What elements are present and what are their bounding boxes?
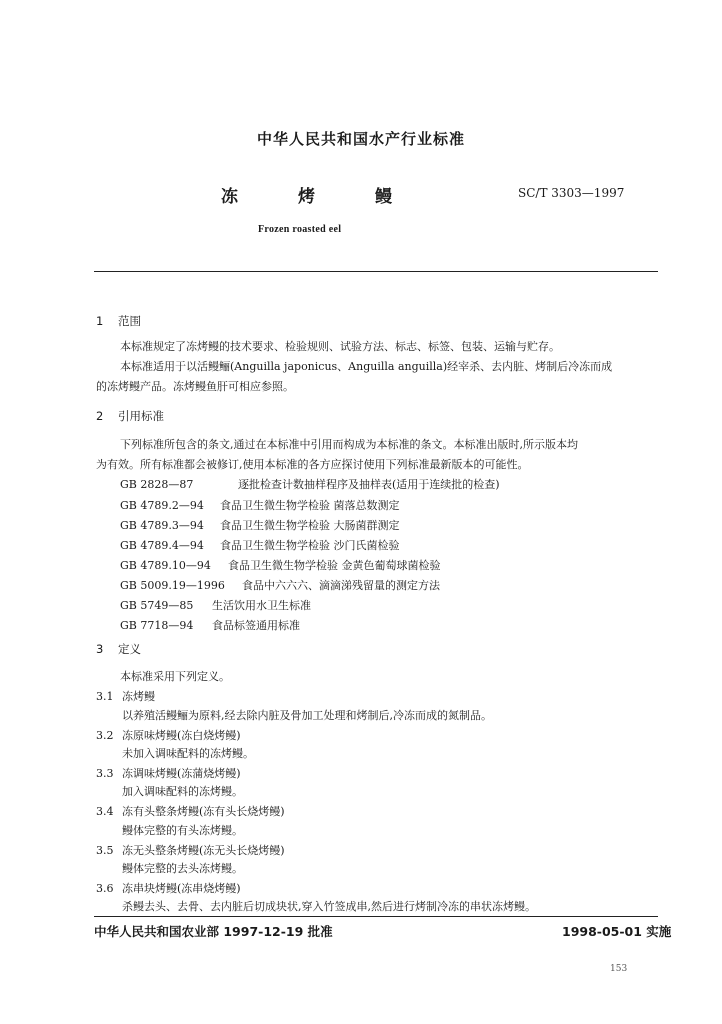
- ref-code: GB 7718—94: [120, 619, 194, 632]
- def-term: 冻有头整条烤鳗(冻有头长烧烤鳗): [122, 805, 285, 818]
- def-description: 杀鳗去头、去骨、去内脏后切成块状,穿入竹签成串,然后进行烤制冷冻的串状冻烤鳗。: [122, 900, 536, 913]
- doc-title-char-2: 烤: [298, 187, 315, 207]
- ref-item: [120, 577, 440, 593]
- section-number: 2: [96, 409, 104, 423]
- def-term: 冻烤鳗: [122, 690, 155, 703]
- ref-code: GB 5009.19—1996: [120, 579, 225, 592]
- def-term-row: [96, 727, 241, 743]
- section-heading-scope: [96, 313, 141, 329]
- ref-item: [120, 597, 311, 613]
- def-description: 未加入调味配料的冻烤鳗。: [122, 747, 254, 760]
- scope-paragraph-1: 本标准规定了冻烤鳗的技术要求、检验规则、试验方法、标志、标签、包装、运输与贮存。: [120, 340, 560, 353]
- header-divider: [94, 271, 658, 272]
- english-title: Frozen roasted eel: [258, 224, 342, 235]
- def-number: 3.1: [96, 690, 114, 703]
- def-number: 3.4: [96, 805, 114, 818]
- def-number: 3.3: [96, 767, 114, 780]
- ref-name: 生活饮用水卫生标准: [212, 599, 311, 612]
- ref-name: 食品卫生微生物学检验 金黄色葡萄球菌检验: [228, 559, 441, 572]
- ref-item: [120, 476, 500, 492]
- ref-code: GB 5749—85: [120, 599, 194, 612]
- def-term: 冻原味烤鳗(冻白烧烤鳗): [122, 729, 241, 742]
- doc-title-char-3: 鳗: [375, 187, 392, 207]
- ref-item: [120, 517, 400, 533]
- ref-item: [120, 497, 400, 513]
- standard-code: SC/T 3303—1997: [518, 186, 625, 200]
- section-number: 3: [96, 642, 104, 656]
- ref-item: [120, 537, 400, 553]
- def-term-row: [96, 765, 241, 781]
- defs-intro: 本标准采用下列定义。: [120, 670, 230, 683]
- ref-item: [120, 557, 441, 573]
- def-term-row: [96, 842, 285, 858]
- def-description: 以养殖活鳗鲡为原料,经去除内脏及骨加工处理和烤制后,冷冻而成的氮制品。: [122, 709, 492, 722]
- def-term-row: [96, 803, 285, 819]
- section-number: 1: [96, 314, 104, 328]
- def-number: 3.2: [96, 729, 114, 742]
- def-term: 冻串块烤鳗(冻串烧烤鳗): [122, 882, 241, 895]
- scope-paragraph-2-line-2: 的冻烤鳗产品。冻烤鳗鱼肝可相应参照。: [96, 380, 294, 393]
- section-title: 定义: [118, 642, 141, 656]
- page-number: 153: [610, 964, 628, 974]
- footer-divider: [94, 916, 658, 917]
- ref-code: GB 4789.3—94: [120, 519, 204, 532]
- scope-paragraph-2-line-1: 本标准适用于以活鳗鲡(Anguilla japonicus、Anguilla anguilla)经宰杀、去内脏、烤制后冷冻而成: [120, 360, 613, 373]
- ref-code: GB 4789.10—94: [120, 559, 211, 572]
- def-term: 冻无头整条烤鳗(冻无头长烧烤鳗): [122, 844, 285, 857]
- ref-name: 食品卫生微生物学检验 大肠菌群测定: [220, 519, 400, 532]
- ref-name: 逐批检查计数抽样程序及抽样表(适用于连续批的检查): [238, 478, 500, 491]
- ref-item: [120, 617, 300, 633]
- def-description: 鳗体完整的有头冻烤鳗。: [122, 824, 243, 837]
- issuing-authority-title: 中华人民共和国水产行业标准: [256, 130, 465, 148]
- ref-name: 食品标签通用标准: [212, 619, 300, 632]
- def-description: 鳗体完整的去头冻烤鳗。: [122, 862, 243, 875]
- ref-code: GB 2828—87: [120, 478, 194, 491]
- ref-name: 食品卫生微生物学检验 沙门氏菌检验: [220, 539, 400, 552]
- ref-code: GB 4789.4—94: [120, 539, 204, 552]
- ref-name: 食品卫生微生物学检验 菌落总数测定: [220, 499, 400, 512]
- section-title: 引用标准: [118, 409, 164, 423]
- def-term-row: [96, 880, 241, 896]
- section-title: 范围: [118, 314, 141, 328]
- refs-intro-line-1: 下列标准所包含的条文,通过在本标准中引用而构成为本标准的条文。本标准出版时,所示版本均: [120, 438, 578, 451]
- section-heading-defs: [96, 641, 141, 657]
- ref-name: 食品中六六六、滴滴涕残留量的测定方法: [242, 579, 440, 592]
- ref-code: GB 4789.2—94: [120, 499, 204, 512]
- def-term-row: [96, 688, 155, 704]
- def-term: 冻调味烤鳗(冻蒲烧烤鳗): [122, 767, 241, 780]
- def-number: 3.6: [96, 882, 114, 895]
- def-number: 3.5: [96, 844, 114, 857]
- def-description: 加入调味配料的冻烤鳗。: [122, 785, 243, 798]
- refs-intro-line-2: 为有效。所有标准都会被修订,使用本标准的各方应探讨使用下列标准最新版本的可能性。: [96, 458, 529, 471]
- section-heading-refs: [96, 408, 164, 424]
- doc-title-char-1: 冻: [221, 187, 238, 207]
- approval-line: 中华人民共和国农业部 1997-12-19 批准: [94, 924, 333, 939]
- effective-date: 1998-05-01 实施: [562, 924, 672, 939]
